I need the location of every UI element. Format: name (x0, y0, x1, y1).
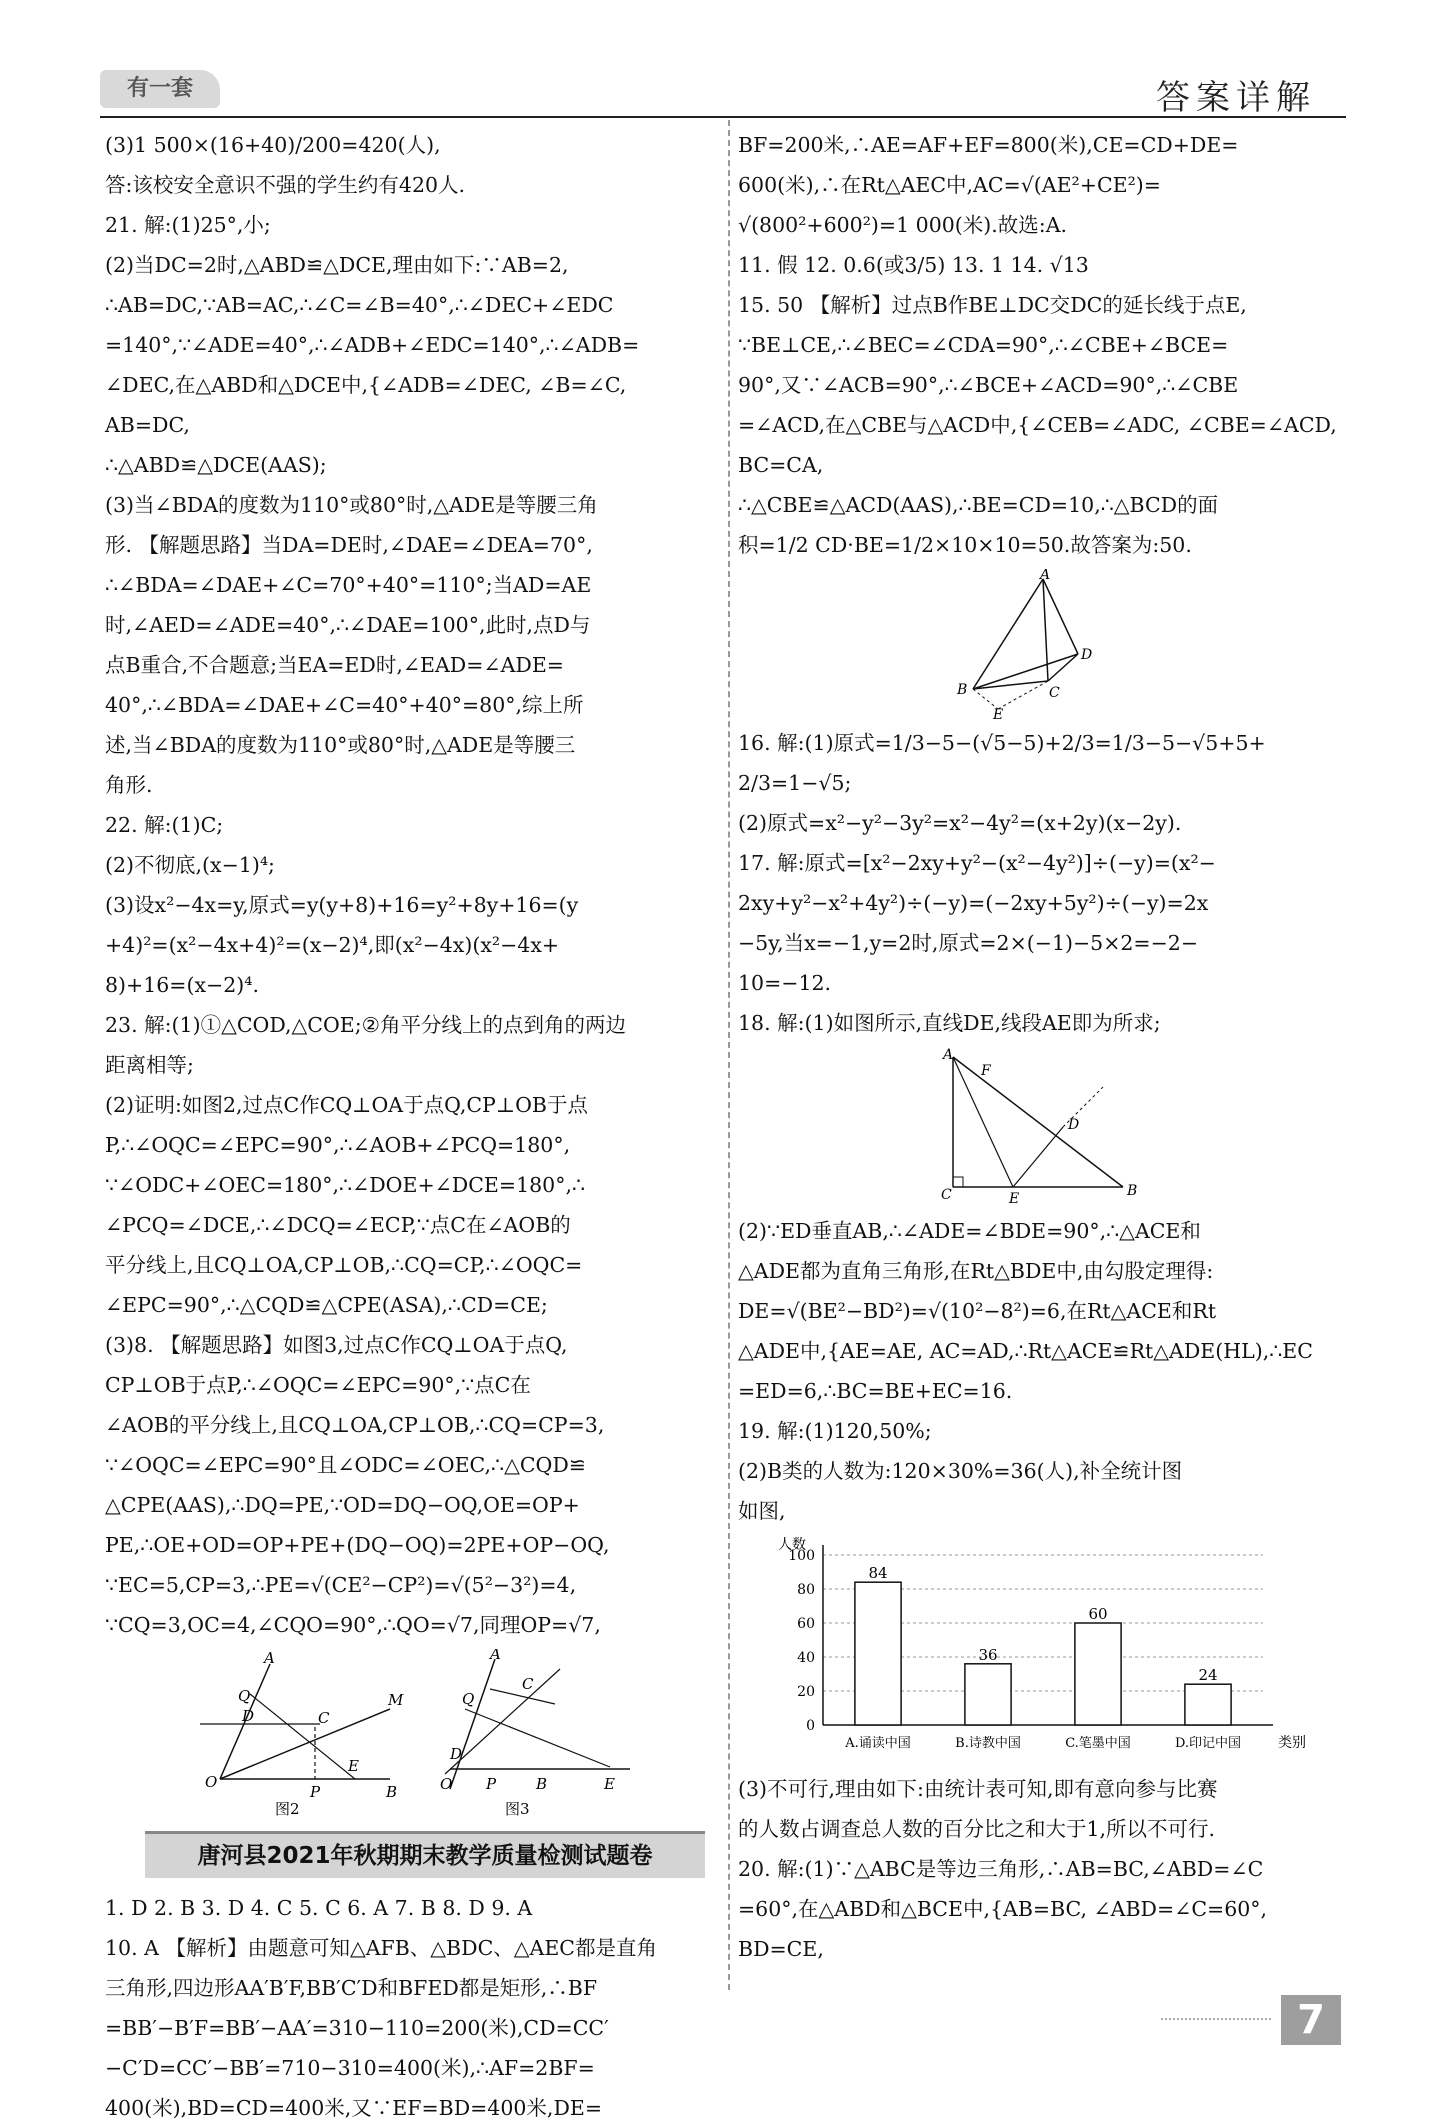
footer-rule (1161, 2018, 1271, 2020)
svg-text:D: D (1068, 1117, 1080, 1133)
answer-line: ∠EPC=90°,∴△CQD≌△CPE(ASA),∴CD=CE; (105, 1293, 548, 1317)
answer-line: 时,∠AED=∠ADE=40°,∴∠DAE=100°,此时,点D与 (105, 613, 591, 637)
bar-chart (763, 1535, 1323, 1765)
answer-line: (3)设x²−4x=y,原式=y(y+8)+16=y²+8y+16=(y (105, 893, 579, 917)
answer-line: 600(米),∴在Rt△AEC中,AC=√(AE²+CE²)= (738, 173, 1161, 197)
figure-15 (943, 569, 1143, 719)
svg-text:Q: Q (462, 1690, 475, 1708)
svg-text:P: P (310, 1783, 321, 1801)
answer-line: 11. 假 12. 0.6(或3/5) 13. 1 14. √13 (738, 253, 1089, 277)
answer-line: (3)当∠BDA的度数为110°或80°时,△ADE是等腰三角 (105, 493, 598, 517)
answer-line: 400(米),BD=CD=400米,又∵EF=BD=400米,DE= (105, 2096, 603, 2120)
figure-2 (200, 1649, 404, 1818)
answer-line: =ED=6,∴BC=BE+EC=16. (738, 1379, 1013, 1403)
answer-line: ∵∠ODC+∠OEC=180°,∴∠DOE+∠DCE=180°,∴ (105, 1173, 586, 1197)
answer-line: ∠PCQ=∠DCE,∴∠DCQ=∠ECP,∵点C在∠AOB的 (105, 1213, 571, 1237)
header-rule (100, 116, 1346, 118)
answer-line: ∵∠OQC=∠EPC=90°且∠ODC=∠OEC,∴△CQD≌ (105, 1453, 586, 1477)
answer-line: −5y,当x=−1,y=2时,原式=2×(−1)−5×2=−2− (738, 931, 1199, 955)
svg-text:B: B (386, 1783, 398, 1801)
svg-text:E: E (348, 1757, 359, 1775)
svg-text:E: E (1009, 1191, 1020, 1207)
answer-line: 如图, (738, 1499, 786, 1523)
bar (1185, 1684, 1231, 1725)
answer-line: PE,∴OE+OD=OP+PE+(DQ−OQ)=2PE+OP−OQ, (105, 1533, 610, 1557)
answer-line: △ADE中,{AE=AE, AC=AD,∴Rt△ACE≌Rt△ADE(HL),∴EC (738, 1339, 1313, 1363)
y-tick-label: 40 (797, 1650, 815, 1666)
answer-line: 距离相等; (105, 1053, 194, 1077)
page-header-title: 答案详解 (1156, 78, 1316, 118)
svg-text:F: F (981, 1063, 991, 1079)
answer-line: P,∴∠OQC=∠EPC=90°,∴∠AOB+∠PCQ=180°, (105, 1133, 571, 1157)
y-tick-label: 60 (797, 1616, 815, 1632)
bar-value-label: 36 (978, 1645, 998, 1664)
answer-line: 15. 50 【解析】过点B作BE⊥DC交DC的延长线于点E, (738, 293, 1247, 317)
y-tick-label: 100 (788, 1548, 815, 1564)
answer-line: 23. 解:(1)①△COD,△COE;②角平分线上的点到角的两边 (105, 1013, 627, 1037)
svg-text:O: O (205, 1773, 218, 1791)
answer-line: (2)证明:如图2,过点C作CQ⊥OA于点Q,CP⊥OB于点 (105, 1093, 589, 1117)
answer-line: 17. 解:原式=[x²−2xy+y²−(x²−4y²)]÷(−y)=(x²− (738, 851, 1216, 875)
answer-line: DE=√(BE²−BD²)=√(10²−8²)=6,在Rt△ACE和Rt (738, 1299, 1217, 1323)
bar (1075, 1623, 1121, 1725)
answer-line: (2)B类的人数为:120×30%=36(人),补全统计图 (738, 1459, 1183, 1483)
figure-18 (933, 1047, 1153, 1207)
answer-line: 形. 【解题思路】当DA=DE时,∠DAE=∠DEA=70°, (105, 533, 593, 557)
y-axis-label: 人数 (778, 1537, 806, 1553)
answer-line: (2)原式=x²−y²−3y²=x²−4y²=(x+2y)(x−2y). (738, 811, 1182, 835)
answer-line: 21. 解:(1)25°,小; (105, 213, 271, 237)
answer-line: (3)1 500×(16+40)/200=420(人), (105, 133, 441, 157)
answer-line: (2)当DC=2时,△ABD≌△DCE,理由如下:∵AB=2, (105, 253, 569, 277)
svg-text:C: C (522, 1675, 534, 1693)
answer-line: 积=1/2 CD·BE=1/2×10×10=50.故答案为:50. (738, 533, 1192, 557)
answer-line: ∵BE⊥CE,∴∠BEC=∠CDA=90°,∴∠CBE+∠BCE= (738, 333, 1229, 357)
answer-line: 的人数占调查总人数的百分比之和大于1,所以不可行. (738, 1817, 1216, 1841)
column-divider (728, 120, 730, 1990)
answer-line: 22. 解:(1)C; (105, 813, 224, 837)
svg-text:A: A (490, 1649, 501, 1663)
bar (965, 1664, 1011, 1725)
svg-text:C: C (941, 1187, 952, 1203)
svg-text:D: D (450, 1745, 463, 1763)
svg-text:D: D (242, 1707, 255, 1725)
svg-text:Q: Q (238, 1687, 251, 1705)
figure-3 (440, 1649, 630, 1818)
answer-line: 角形. (105, 773, 153, 797)
x-tick-label: C.笔墨中国 (1065, 1736, 1131, 1751)
figure-2-caption: 图2 (275, 1800, 300, 1818)
answer-line: ∴∠BDA=∠DAE+∠C=70°+40°=110°;当AD=AE (105, 573, 592, 597)
answer-line: CP⊥OB于点P,∴∠OQC=∠EPC=90°,∵点C在 (105, 1373, 531, 1397)
svg-text:A: A (1040, 569, 1051, 583)
svg-text:E: E (604, 1775, 615, 1793)
answer-line: 10=−12. (738, 971, 832, 995)
answer-line: =60°,在△ABD和△BCE中,{AB=BC, ∠ABD=∠C=60°, BD=CE, (738, 1897, 1268, 1961)
answer-line: =∠ACD,在△CBE与△ACD中,{∠CEB=∠ADC, ∠CBE=∠ACD, BC=CA, (738, 413, 1337, 477)
answer-line: ∵CQ=3,OC=4,∠CQO=90°,∴QO=√7,同理OP=√7, (105, 1613, 601, 1637)
answer-line: 述,当∠BDA的度数为110°或80°时,△ADE是等腰三 (105, 733, 576, 757)
answer-line: =140°,∵∠ADE=40°,∴∠ADB+∠EDC=140°,∴∠ADB= (105, 333, 640, 357)
y-tick-label: 20 (797, 1684, 815, 1700)
svg-text:A: A (943, 1047, 954, 1063)
x-tick-label: B.诗教中国 (955, 1736, 1021, 1751)
answer-line: (2)∵ED垂直AB,∴∠ADE=∠BDE=90°,∴△ACE和 (738, 1219, 1201, 1243)
svg-text:C: C (318, 1709, 330, 1727)
answer-line: 8)+16=(x−2)⁴. (105, 973, 259, 997)
right-column (738, 125, 1348, 1969)
page-number: 7 (1281, 1995, 1341, 2045)
svg-text:P: P (486, 1775, 497, 1793)
svg-text:M: M (388, 1691, 404, 1709)
answer-line: 16. 解:(1)原式=1/3−5−(√5−5)+2/3=1/3−5−√5+5+ (738, 731, 1266, 755)
brand-logo: 有一套 (100, 70, 220, 108)
x-axis-label: 类别 (1278, 1735, 1306, 1751)
answer-line: 90°,又∵∠ACB=90°,∴∠BCE+∠ACD=90°,∴∠CBE (738, 373, 1239, 397)
answer-line: 1. D 2. B 3. D 4. C 5. C 6. A 7. B 8. D 9. A (105, 1896, 533, 1920)
answer-line: (3)8. 【解题思路】如图3,过点C作CQ⊥OA于点Q, (105, 1333, 568, 1357)
section-title: 唐河县2021年秋期期末教学质量检测试题卷 (145, 1831, 705, 1878)
answer-line: ∠DEC,在△ABD和△DCE中,{∠ADB=∠DEC, ∠B=∠C, AB=DC, (105, 373, 627, 437)
bar (855, 1582, 901, 1725)
answer-line: 2xy+y²−x²+4y²)÷(−y)=(−2xy+5y²)÷(−y)=2x (738, 891, 1209, 915)
y-tick-label: 0 (806, 1718, 815, 1734)
answer-line: ∵EC=5,CP=3,∴PE=√(CE²−CP²)=√(5²−3²)=4, (105, 1573, 577, 1597)
x-tick-label: A.诵读中国 (845, 1736, 911, 1751)
bar-value-label: 84 (868, 1564, 888, 1583)
left-column (105, 125, 715, 2128)
answer-line: √(800²+600²)=1 000(米).故选:A. (738, 213, 1068, 237)
answer-line: (3)不可行,理由如下:由统计表可知,即有意向参与比赛 (738, 1777, 1218, 1801)
answer-line: −C′D=CC′−BB′=710−310=400(米),∴AF=2BF= (105, 2056, 595, 2080)
answer-line: 2/3=1−√5; (738, 771, 852, 795)
y-tick-label: 80 (797, 1582, 815, 1598)
figure-3-caption: 图3 (505, 1800, 530, 1818)
svg-text:O: O (440, 1775, 453, 1793)
answer-line: 19. 解:(1)120,50%; (738, 1419, 932, 1443)
answer-line: 平分线上,且CQ⊥OA,CP⊥OB,∴CQ=CP,∴∠OQC= (105, 1253, 583, 1277)
bar-value-label: 60 (1088, 1605, 1108, 1623)
answer-line: 点B重合,不合题意;当EA=ED时,∠EAD=∠ADE= (105, 653, 564, 677)
answer-line: 18. 解:(1)如图所示,直线DE,线段AE即为所求; (738, 1011, 1161, 1035)
svg-text:A: A (264, 1649, 275, 1667)
answer-line: 20. 解:(1)∵△ABC是等边三角形,∴AB=BC,∠ABD=∠C (738, 1857, 1264, 1881)
bar-value-label: 24 (1198, 1666, 1218, 1685)
answer-line: (2)不彻底,(x−1)⁴; (105, 853, 275, 877)
svg-text:E: E (993, 707, 1004, 719)
answer-line: +4)²=(x²−4x+4)²=(x−2)⁴,即(x²−4x)(x²−4x+ (105, 933, 560, 957)
answer-line: BF=200米,∴AE=AF+EF=800(米),CE=CD+DE= (738, 133, 1239, 157)
svg-text:C: C (1049, 685, 1060, 701)
answer-line: ∴AB=DC,∵AB=AC,∴∠C=∠B=40°,∴∠DEC+∠EDC (105, 293, 614, 317)
x-tick-label: D.印记中国 (1174, 1736, 1242, 1751)
svg-text:B: B (957, 682, 968, 698)
answer-line: △CPE(AAS),∴DQ=PE,∵OD=DQ−OQ,OE=OP+ (105, 1493, 580, 1517)
answer-line: ∠AOB的平分线上,且CQ⊥OA,CP⊥OB,∴CQ=CP=3, (105, 1413, 605, 1437)
answer-line: 答:该校安全意识不强的学生约有420人. (105, 173, 466, 197)
answer-line: 10. A 【解析】由题意可知△AFB、△BDC、△AEC都是直角 (105, 1936, 657, 1960)
geometry-figures (160, 1649, 660, 1819)
answer-line: =BB′−B′F=BB′−AA′=310−110=200(米),CD=CC′ (105, 2016, 609, 2040)
answer-line: ∴△CBE≌△ACD(AAS),∴BE=CD=10,∴△BCD的面 (738, 493, 1219, 517)
answer-line: ∴△ABD≌△DCE(AAS); (105, 453, 327, 477)
svg-text:D: D (1081, 647, 1093, 663)
answer-line: 40°,∴∠BDA=∠DAE+∠C=40°+40°=80°,综上所 (105, 693, 584, 717)
answer-line: △ADE都为直角三角形,在Rt△BDE中,由勾股定理得: (738, 1259, 1214, 1283)
svg-text:B: B (536, 1775, 548, 1793)
answer-line: 三角形,四边形AA′B′F,BB′C′D和BFED都是矩形,∴BF (105, 1976, 598, 2000)
svg-text:B: B (1127, 1183, 1138, 1199)
